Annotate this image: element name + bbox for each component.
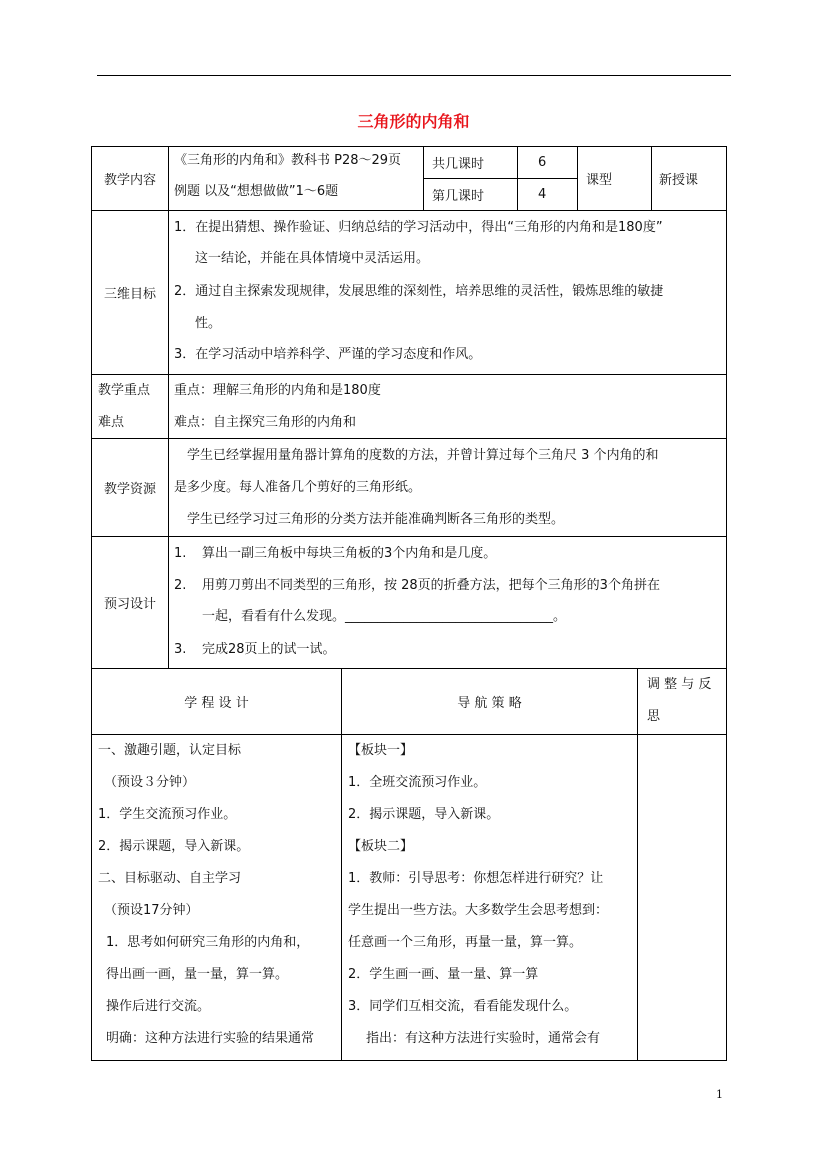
document-title: 三角形的内角和 [357, 112, 470, 131]
process-cell [92, 735, 342, 1061]
preview-item-number: 3. [174, 642, 187, 657]
label-key-points [92, 375, 169, 439]
header-rule [97, 75, 731, 76]
column-header-process-text: 学 程 设 计 [184, 696, 249, 711]
process-line: 得出画一画，量一量，算一算。 [106, 967, 289, 982]
process-line: 1．思考如何研究三角形的内角和， [106, 935, 310, 950]
preview-item-number: 2. [174, 578, 187, 593]
period-number-label-text: 第几课时 [432, 189, 485, 204]
strategy-line: 【板块二】 [348, 839, 414, 854]
process-line: （预设17分钟） [104, 903, 199, 918]
process-line: 二、目标驱动、自主学习 [98, 871, 242, 886]
resource-line: 学生已经掌握用量角器计算角的度数的方法，并曾计算过每个三角尺 3 个内角的和 [187, 448, 659, 463]
preview-item-text: 用剪刀剪出不同类型的三角形，按 28页的折叠方法，把每个三角形的3个角拼在 [202, 578, 660, 593]
label-key-points-line-2: 难点 [98, 415, 125, 430]
total-periods-label [424, 147, 518, 179]
label-resources-text: 教学资源 [103, 482, 156, 497]
process-line: （预设３分钟） [104, 775, 196, 790]
total-periods-value-text: 6 [538, 155, 547, 170]
label-key-points-line-1: 教学重点 [98, 383, 151, 398]
goal-line: 性。 [195, 316, 222, 331]
goal-line: 1．在提出猜想、操作验证、归纳总结的学习活动中，得出“三角形的内角和是180度” [174, 220, 663, 235]
label-content [92, 147, 169, 211]
label-content-text: 教学内容 [103, 173, 156, 188]
goals-cell [169, 211, 727, 375]
page-number: 1 [716, 1088, 723, 1101]
label-resources [92, 439, 169, 537]
strategy-line: 学生提出一些方法。大多数学生会思考想到： [348, 903, 609, 918]
resource-line: 是多少度。每人准备几个剪好的三角形纸。 [174, 480, 422, 495]
preview-item-text: 完成28页上的试一试。 [202, 642, 336, 657]
column-header-process [92, 669, 342, 735]
preview-item-text: 算出一副三角板中每块三角板的3个内角和是几度。 [202, 546, 497, 561]
column-header-adjust [638, 669, 727, 735]
label-preview-text: 预习设计 [103, 597, 156, 612]
process-line: 一、激趣引题，认定目标 [98, 743, 242, 758]
strategy-line: 3．同学们互相交流，看看能发现什么。 [348, 999, 578, 1014]
lesson-type-value-text: 新授课 [659, 173, 699, 188]
label-goals-text: 三维目标 [103, 287, 156, 302]
process-line: 2．揭示课题，导入新课。 [98, 839, 250, 854]
strategy-cell [342, 735, 638, 1061]
period-number-value [518, 179, 578, 211]
process-line: 操作后进行交流。 [106, 999, 211, 1014]
strategy-line: 指出：有这种方法进行实验时，通常会有 [366, 1031, 601, 1046]
lesson-type-value [652, 147, 727, 211]
strategy-line: 【板块一】 [348, 743, 414, 758]
total-periods-label-text: 共几课时 [432, 157, 485, 172]
content-line-2: 例题 以及“想想做做”1～6题 [174, 184, 339, 199]
label-preview [92, 537, 169, 669]
resources-cell [169, 439, 727, 537]
strategy-line: 2．揭示课题，导入新课。 [348, 807, 500, 822]
label-goals [92, 211, 169, 375]
strategy-line: 1．全班交流预习作业。 [348, 775, 487, 790]
goal-line: 2．通过自主探索发现规律，发展思维的深刻性，培养思维的灵活性，锻炼思维的敏捷 [174, 284, 664, 299]
strategy-line: 任意画一个三角形，再量一量，算一算。 [348, 935, 583, 950]
difficulty-text: 难点：自主探究三角形的内角和 [174, 415, 357, 430]
content-cell [169, 147, 424, 211]
content-line-1: 《三角形的内角和》教科书 P28～29页 [174, 153, 402, 168]
goal-line: 3．在学习活动中培养科学、严谨的学习态度和作风。 [174, 347, 482, 362]
column-header-adjust-line-2: 思 [647, 709, 661, 724]
column-header-strategy [342, 669, 638, 735]
adjust-cell [638, 735, 727, 1061]
period-number-value-text: 4 [538, 187, 547, 202]
process-line: 1．学生交流预习作业。 [98, 807, 237, 822]
strategy-line: 2．学生画一画、量一量、算一算 [348, 967, 539, 982]
lesson-type-label-text: 课型 [586, 173, 613, 188]
lesson-plan-table [91, 146, 727, 1061]
period-number-label [424, 179, 518, 211]
process-line: 明确：这种方法进行实验的结果通常 [106, 1031, 315, 1046]
preview-cell [169, 537, 727, 669]
key-points-cell [169, 375, 727, 439]
strategy-line: 1．教师：引导思考：你想怎样进行研究？让 [348, 871, 604, 886]
column-header-adjust-line-1: 调 整 与 反 [647, 677, 712, 692]
focus-text: 重点：理解三角形的内角和是180度 [174, 383, 381, 398]
total-periods-value [518, 147, 578, 179]
goal-line: 这一结论，并能在具体情境中灵活运用。 [195, 251, 430, 266]
preview-item-number: 1. [174, 546, 187, 561]
column-header-strategy-text: 导 航 策 略 [457, 696, 522, 711]
resource-line: 学生已经学习过三角形的分类方法并能准确判断各三角形的类型。 [187, 512, 565, 527]
preview-item-text: 一起，看看有什么发现。________________________________。 [202, 609, 567, 624]
lesson-type-label [578, 147, 652, 211]
